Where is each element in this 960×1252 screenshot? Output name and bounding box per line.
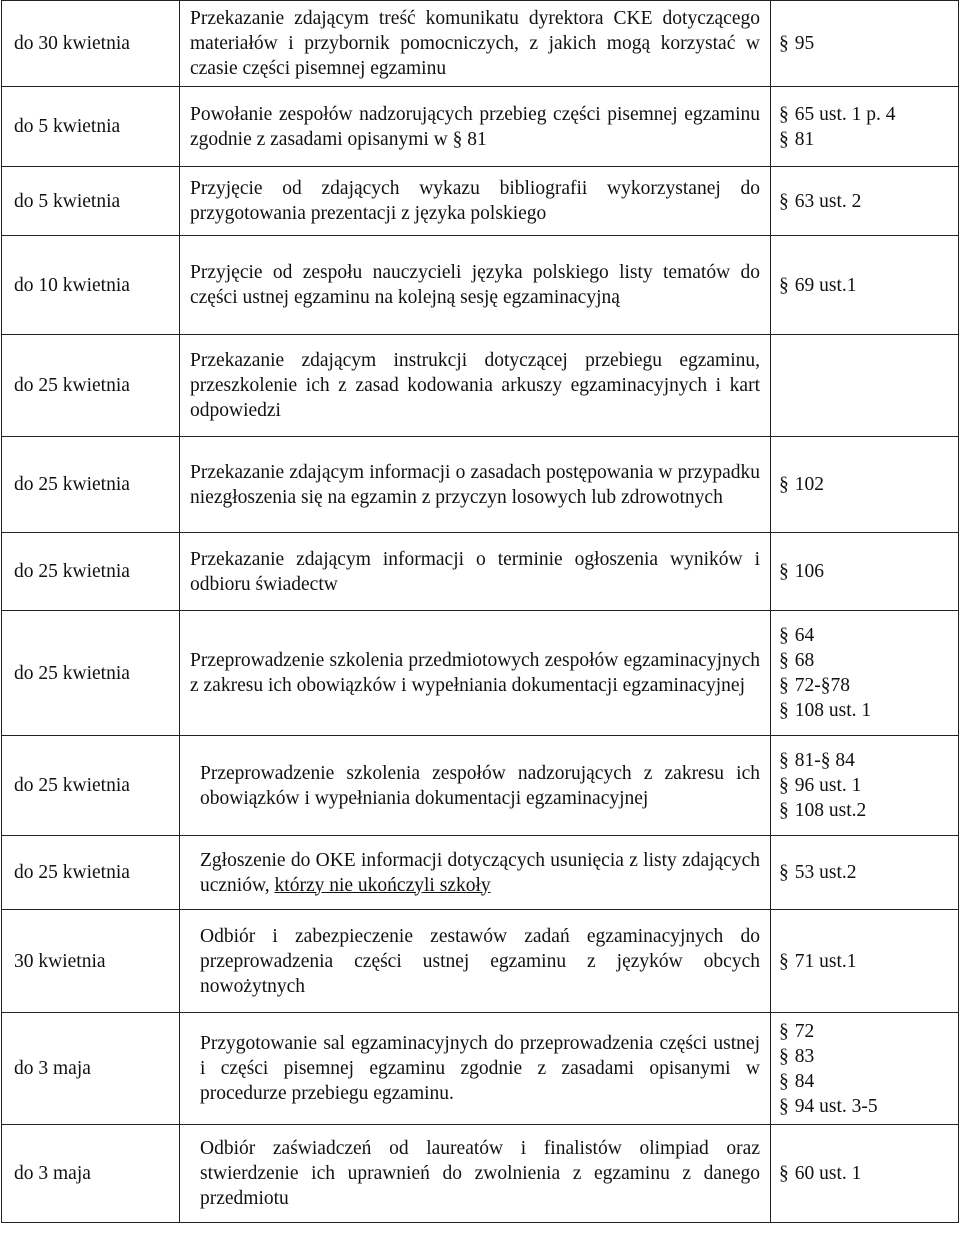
- reference-cell: § 102: [771, 437, 959, 533]
- table-row: [2, 1, 959, 87]
- table-row: [2, 1013, 959, 1125]
- date-cell: do 3 maja: [2, 1013, 180, 1125]
- date-cell: do 25 kwietnia: [2, 335, 180, 437]
- reference-cell: § 106: [771, 533, 959, 611]
- date-cell: do 25 kwietnia: [2, 437, 180, 533]
- date-cell: do 25 kwietnia: [2, 533, 180, 611]
- reference-cell: § 81-§ 84 § 96 ust. 1 § 108 ust.2: [771, 736, 959, 836]
- date-cell: do 5 kwietnia: [2, 167, 180, 236]
- date-cell: do 10 kwietnia: [2, 236, 180, 335]
- task-cell: Przeprowadzenie szkolenia zespołów nadzorujących z zakresu ich obowiązków i wypełniania dokumentacji egzaminacyjnej: [180, 736, 771, 836]
- reference-cell: § 69 ust.1: [771, 236, 959, 335]
- reference-cell: § 53 ust.2: [771, 836, 959, 910]
- task-cell: Zgłoszenie do OKE informacji dotyczących usunięcia z listy zdających uczniów, którzy nie ukończyli szkoły: [180, 836, 771, 910]
- reference-cell: § 95: [771, 1, 959, 87]
- table-row: [2, 836, 959, 910]
- table-row: [2, 236, 959, 335]
- task-cell: Przeprowadzenie szkolenia przedmiotowych zespołów egzaminacyjnych z zakresu ich obowiązków i wypełniania dokumentacji egzaminacyjnej: [180, 611, 771, 736]
- task-cell: Przyjęcie od zdających wykazu bibliografii wykorzystanej do przygotowania prezentacji z języka polskiego: [180, 167, 771, 236]
- table-row: [2, 335, 959, 437]
- task-cell: Przekazanie zdającym informacji o terminie ogłoszenia wyników i odbioru świadectw: [180, 533, 771, 611]
- table-row: [2, 736, 959, 836]
- underlined-phrase: którzy nie ukończyli szkoły: [274, 874, 491, 896]
- table-row: [2, 87, 959, 167]
- task-cell: Przekazanie zdającym instrukcji dotyczącej przebiegu egzaminu, przeszkolenie ich z zasad kodowania arkuszy egzaminacyjnych i kart odpowiedzi: [180, 335, 771, 437]
- reference-cell: [771, 335, 959, 437]
- task-cell: Przekazanie zdającym informacji o zasadach postępowania w przypadku niezgłoszenia się na egzamin z przyczyn losowych lub zdrowotnych: [180, 437, 771, 533]
- table-row: [2, 611, 959, 736]
- reference-cell: § 64 § 68 § 72-§78 § 108 ust. 1: [771, 611, 959, 736]
- table-row: [2, 533, 959, 611]
- task-cell: Odbiór i zabezpieczenie zestawów zadań egzaminacyjnych do przeprowadzenia części ustnej egzaminu z języków obcych nowożytnych: [180, 910, 771, 1013]
- reference-cell: § 60 ust. 1: [771, 1125, 959, 1223]
- table-row: [2, 1125, 959, 1223]
- reference-cell: § 72 § 83 § 84 § 94 ust. 3-5: [771, 1013, 959, 1125]
- date-cell: 30 kwietnia: [2, 910, 180, 1013]
- table-row: [2, 167, 959, 236]
- date-cell: do 25 kwietnia: [2, 836, 180, 910]
- date-cell: do 25 kwietnia: [2, 736, 180, 836]
- schedule-table: [1, 0, 959, 1223]
- task-cell: Przygotowanie sal egzaminacyjnych do przeprowadzenia części ustnej i części pisemnej egzaminu zgodnie z zasadami opisanymi w procedurze przebiegu egzaminu.: [180, 1013, 771, 1125]
- table-row: [2, 437, 959, 533]
- task-cell: Przekazanie zdającym treść komunikatu dyrektora CKE dotyczącego materiałów i przybornik pomocniczych, z jakich mogą korzystać w czasie części pisemnej egzaminu: [180, 1, 771, 87]
- date-cell: do 25 kwietnia: [2, 611, 180, 736]
- reference-cell: § 71 ust.1: [771, 910, 959, 1013]
- reference-cell: § 65 ust. 1 p. 4 § 81: [771, 87, 959, 167]
- date-cell: do 30 kwietnia: [2, 1, 180, 87]
- date-cell: do 3 maja: [2, 1125, 180, 1223]
- reference-cell: § 63 ust. 2: [771, 167, 959, 236]
- date-cell: do 5 kwietnia: [2, 87, 180, 167]
- table-row: [2, 910, 959, 1013]
- task-cell: Przyjęcie od zespołu nauczycieli języka polskiego listy tematów do części ustnej egzaminu na kolejną sesję egzaminacyjną: [180, 236, 771, 335]
- task-cell: Powołanie zespołów nadzorujących przebieg części pisemnej egzaminu zgodnie z zasadami opisanymi w § 81: [180, 87, 771, 167]
- task-cell: Odbiór zaświadczeń od laureatów i finalistów olimpiad oraz stwierdzenie ich uprawnień do zwolnienia z egzaminu z danego przedmiotu: [180, 1125, 771, 1223]
